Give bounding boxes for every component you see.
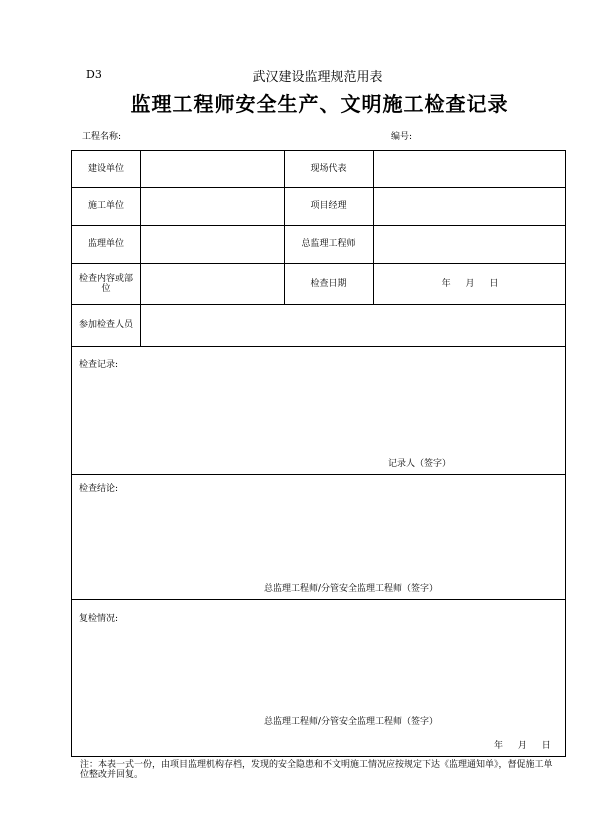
footnote: 注：本表一式一份，由项目监理机构存档，发现的安全隐患和不文明施工情况应按规定下达《监理通知单》，督促施工单位整改并回复。 — [80, 760, 553, 780]
form-title: 监理工程师安全生产、文明施工检查记录 — [130, 92, 509, 116]
conclusion-signature: 总监理工程师/分管安全监理工程师（签字） — [264, 584, 439, 594]
row-divider — [72, 474, 565, 475]
chief-engineer-field[interactable] — [373, 225, 567, 263]
recheck-label: 复检情况: — [79, 614, 119, 624]
inspection-scope-label: 检查内容或部位 — [78, 273, 133, 294]
contractor-field[interactable] — [140, 187, 284, 225]
participants-field[interactable] — [140, 304, 567, 346]
recorder-signature: 记录人（签字） — [388, 459, 452, 469]
inspection-date-label: 检查日期 — [310, 278, 347, 289]
site-rep-field[interactable] — [373, 151, 567, 187]
supervision-unit-field[interactable] — [140, 225, 284, 263]
construction-unit-label: 建设单位 — [87, 164, 124, 174]
row-divider — [72, 599, 565, 600]
inspection-date-field[interactable]: 年 月 日 — [441, 278, 499, 289]
record-label: 检查记录: — [79, 360, 119, 370]
inspection-scope-field[interactable] — [140, 263, 284, 304]
number-label: 编号: — [391, 132, 413, 142]
contractor-label: 施工单位 — [87, 201, 124, 211]
inspection-form-table — [71, 150, 566, 757]
recheck-date: 年 月 日 — [494, 741, 551, 751]
form-series: 武汉建设监理规范用表 — [252, 70, 383, 85]
project-name-label: 工程名称: — [82, 132, 122, 142]
recheck-signature: 总监理工程师/分管安全监理工程师（签字） — [264, 717, 439, 727]
project-manager-field[interactable] — [373, 187, 567, 225]
supervision-unit-label: 监理单位 — [87, 239, 124, 249]
conclusion-label: 检查结论: — [79, 484, 119, 494]
participants-label: 参加检查人员 — [78, 320, 133, 330]
form-code: D3 — [86, 68, 102, 81]
row-divider — [72, 346, 565, 347]
site-rep-label: 现场代表 — [310, 164, 347, 174]
construction-unit-field[interactable] — [140, 151, 284, 187]
project-manager-label: 项目经理 — [310, 201, 347, 211]
chief-engineer-label: 总监理工程师 — [301, 239, 356, 249]
